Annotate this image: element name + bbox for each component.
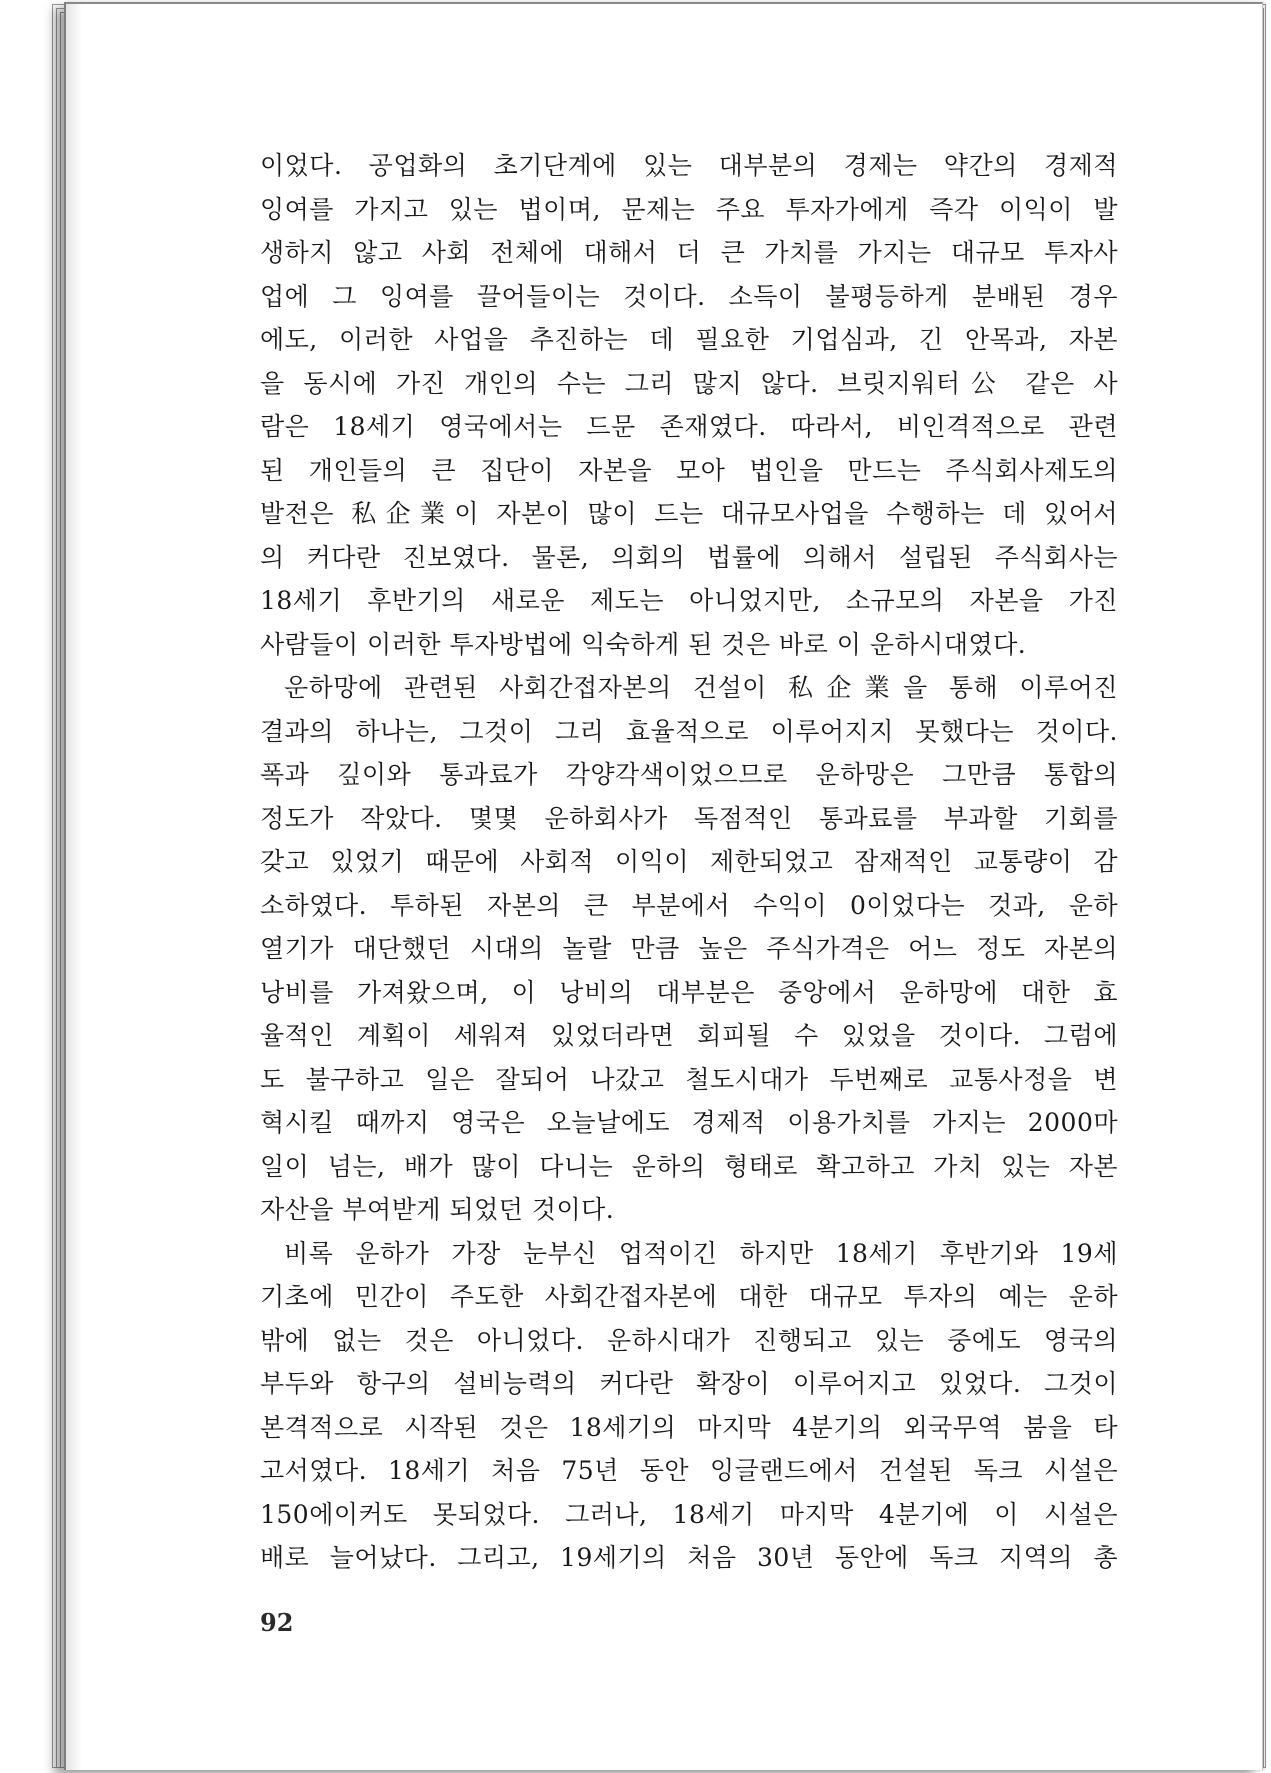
- text-line: 혁시킬 때까지 영국은 오늘날에도 경제적 이용가치를 가지는 2000마: [260, 1108, 1118, 1137]
- text-line: 소하였다. 투하된 자본의 큰 부분에서 수익이 0이었다는 것과, 운하: [260, 890, 1118, 920]
- text-line: 도 불구하고 일은 잘되어 나갔고 철도시대가 두번째로 교통사정을 변: [260, 1064, 1118, 1094]
- text-line: 잉여를 가지고 있는 법이며, 문제는 주요 투자가에게 즉각 이익이 발: [260, 194, 1118, 224]
- text-line: 비록 운하가 가장 눈부신 업적이긴 하지만 18세기 후반기와 19세: [284, 1238, 1118, 1268]
- text-line: 결과의 하나는, 그것이 그리 효율적으로 이루어지지 못했다는 것이다.: [260, 716, 1118, 746]
- text-line: 생하지 않고 사회 전체에 대해서 더 큰 가치를 가지는 대규모 투자사: [260, 238, 1118, 267]
- text-line: 의 커다란 진보였다. 물론, 의회의 법률에 의해서 설립된 주식회사는: [260, 542, 1118, 572]
- text-line: 18세기 후반기의 새로운 제도는 아니었지만, 소규모의 자본을 가진: [260, 586, 1118, 615]
- paragraph: [260, 1232, 1118, 1580]
- text-line: 일이 넘는, 배가 많이 다니는 운하의 형태로 확고하고 가치 있는 자본: [260, 1151, 1118, 1181]
- text-line: 갖고 있었기 때문에 사회적 이익이 제한되었고 잠재적인 교통량이 감: [260, 847, 1118, 876]
- text-line: 람은 18세기 영국에서는 드문 존재였다. 따라서, 비인격적으로 관련: [260, 412, 1118, 441]
- body-text: [260, 144, 1118, 1580]
- text-line: 자산을 부여받게 되었던 것이다.: [260, 1195, 615, 1224]
- text-line: 운하망에 관련된 사회간접자본의 건설이 私企業을 통해 이루어진: [284, 673, 1118, 702]
- text-line: 이었다. 공업화의 초기단계에 있는 대부분의 경제는 약간의 경제적: [260, 151, 1118, 180]
- text-line: 을 동시에 가진 개인의 수는 그리 많지 않다. 브릿지워터公 같은 사: [260, 368, 1118, 398]
- book-page: [64, 2, 1263, 1770]
- text-line: 업에 그 잉여를 끌어들이는 것이다. 소득이 불평등하게 분배된 경우: [260, 281, 1118, 311]
- text-line: 에도, 이러한 사업을 추진하는 데 필요한 기업심과, 긴 안목과, 자본: [260, 325, 1118, 354]
- text-line: 열기가 대단했던 시대의 놀랄 만큼 높은 주식가격은 어느 정도 자본의: [260, 934, 1118, 963]
- text-line: 사람들이 이러한 투자방법에 익숙하게 된 것은 바로 이 운하시대였다.: [260, 629, 1027, 659]
- text-line: 150에이커도 못되었다. 그러나, 18세기 마지막 4분기에 이 시설은: [260, 1499, 1118, 1529]
- paragraph: [260, 144, 1118, 666]
- page-number: 92: [260, 1608, 294, 1637]
- text-line: 된 개인들의 큰 집단이 자본을 모아 법인을 만드는 주식회사제도의: [260, 455, 1118, 485]
- text-line: 기초에 민간이 주도한 사회간접자본에 대한 대규모 투자의 예는 운하: [260, 1282, 1118, 1311]
- text-line: 정도가 작았다. 몇몇 운하회사가 독점적인 통과료를 부과할 기회를: [260, 803, 1118, 833]
- text-line: 폭과 깊이와 통과료가 각양각색이었으므로 운하망은 그만큼 통합의: [260, 760, 1118, 789]
- text-line: 부두와 항구의 설비능력의 커다란 확장이 이루어지고 있었다. 그것이: [260, 1369, 1118, 1398]
- text-line: 고서였다. 18세기 처음 75년 동안 잉글랜드에서 건설된 독크 시설은: [260, 1456, 1118, 1485]
- text-line: 배로 늘어났다. 그리고, 19세기의 처음 30년 동안에 독크 지역의 총: [260, 1543, 1118, 1572]
- text-line: 율적인 계획이 세워져 있었더라면 회피될 수 있었을 것이다. 그럼에: [260, 1021, 1118, 1050]
- text-line: 낭비를 가져왔으며, 이 낭비의 대부분은 중앙에서 운하망에 대한 효: [260, 977, 1118, 1007]
- text-line: 발전은 私企業이 자본이 많이 드는 대규모사업을 수행하는 데 있어서: [260, 499, 1118, 528]
- paragraph: [260, 666, 1118, 1232]
- text-line: 밖에 없는 것은 아니었다. 운하시대가 진행되고 있는 중에도 영국의: [260, 1325, 1118, 1355]
- text-line: 본격적으로 시작된 것은 18세기의 마지막 4분기의 외국무역 붐을 타: [260, 1412, 1118, 1442]
